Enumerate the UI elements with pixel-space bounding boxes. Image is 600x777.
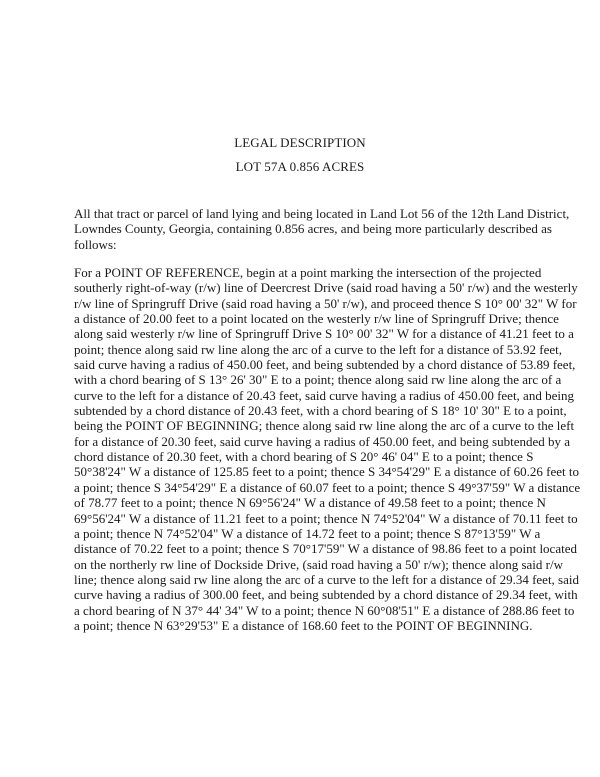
text-line: 50°38'24" W a distance of 125.85 feet to a point; thence S 34°54'29" E a distance of 60.26 feet to xyxy=(74,464,580,480)
text-line: distance of 70.22 feet to a point; thence S 70°17'59" W a distance of 98.86 feet to a point located xyxy=(74,541,577,557)
text-line: of 78.77 feet to a point; thence N 69°56'24" W a distance of 49.58 feet to a point; thence N xyxy=(74,495,546,511)
text-line: being the POINT OF BEGINNING; thence along said rw line along the arc of a curve to the left xyxy=(74,418,575,434)
text-line: point; thence along said rw line along the arc of a curve to the left for a distance of 53.92 feet, xyxy=(74,341,563,357)
text-line: with a chord bearing of S 13° 26' 30" E to a point; thence along said rw line along the arc of a xyxy=(74,372,562,388)
text-line: a distance of 20.00 feet to a point located on the westerly r/w line of Springruff Drive; thence xyxy=(74,311,559,327)
text-line: on the northerly rw line of Dockside Drive, (said road having a 50' r/w); thence along said r/w xyxy=(74,556,563,572)
metes-and-bounds-paragraph xyxy=(74,265,581,633)
text-line: r/w line of Springruff Drive (said road having a 50' r/w), and proceed thence S 10° 00' 32" W for xyxy=(74,295,577,311)
text-line: a point; thence N 74°52'04" W a distance of 14.72 feet to a point; thence S 87°13'59" W a xyxy=(74,525,541,541)
text-line: along said westerly r/w line of Springruff Drive S 10° 00' 32" W for a distance of 41.21 feet to a xyxy=(74,326,574,342)
lot-subtitle: LOT 57A 0.856 ACRES xyxy=(235,159,365,174)
text-line: a point; thence N 63°29'53" E a distance of 168.60 feet to the POINT OF BEGINNING. xyxy=(74,617,533,633)
text-line: said curve having a radius of 450.00 feet, and being subtended by a chord distance of 53.89 feet, xyxy=(74,357,576,373)
text-line: curve having a radius of 300.00 feet, and being subtended by a chord distance of 29.34 feet, with xyxy=(74,587,578,603)
intro-paragraph xyxy=(74,206,570,252)
text-line: a point; thence S 34°54'29" E a distance of 60.07 feet to a point; thence S 49°37'59" W a distance xyxy=(74,479,581,495)
text-line: Lowndes County, Georgia, containing 0.856 acres, and being more particularly described as xyxy=(74,221,552,237)
text-line: chord distance of 20.30 feet, with a chord bearing of S 20° 46' 04" E to a point; thence S xyxy=(74,449,534,465)
text-line: All that tract or parcel of land lying and being located in Land Lot 56 of the 12th Land District, xyxy=(74,206,570,221)
text-line: follows: xyxy=(74,236,117,252)
text-line: subtended by a chord distance of 20.43 feet, with a chord bearing of S 18° 10' 30" E to a point, xyxy=(74,403,567,419)
text-line: 69°56'24" W a distance of 11.21 feet to a point; thence N 74°52'04" W a distance of 70.11 feet to xyxy=(74,510,578,526)
text-line: line; thence along said rw line along the arc of a curve to the left for a distance of 29.34 feet, said xyxy=(74,571,580,587)
text-line: southerly right-of-way (r/w) line of Deercrest Drive (said road having a 50' r/w) and the westerly xyxy=(74,280,578,296)
text-line: a chord bearing of N 37° 44' 34" W to a point; thence N 60°08'51" E a distance of 288.86 feet to xyxy=(74,602,575,618)
text-line: curve to the left for a distance of 20.43 feet, said curve having a radius of 450.00 feet, and being xyxy=(74,387,574,403)
document-title: LEGAL DESCRIPTION xyxy=(234,135,366,150)
text-line: for a distance of 20.30 feet, said curve having a radius of 450.00 feet, and being subtended by a xyxy=(74,433,571,449)
text-line: For a POINT OF REFERENCE, begin at a point marking the intersection of the projected xyxy=(74,265,542,280)
